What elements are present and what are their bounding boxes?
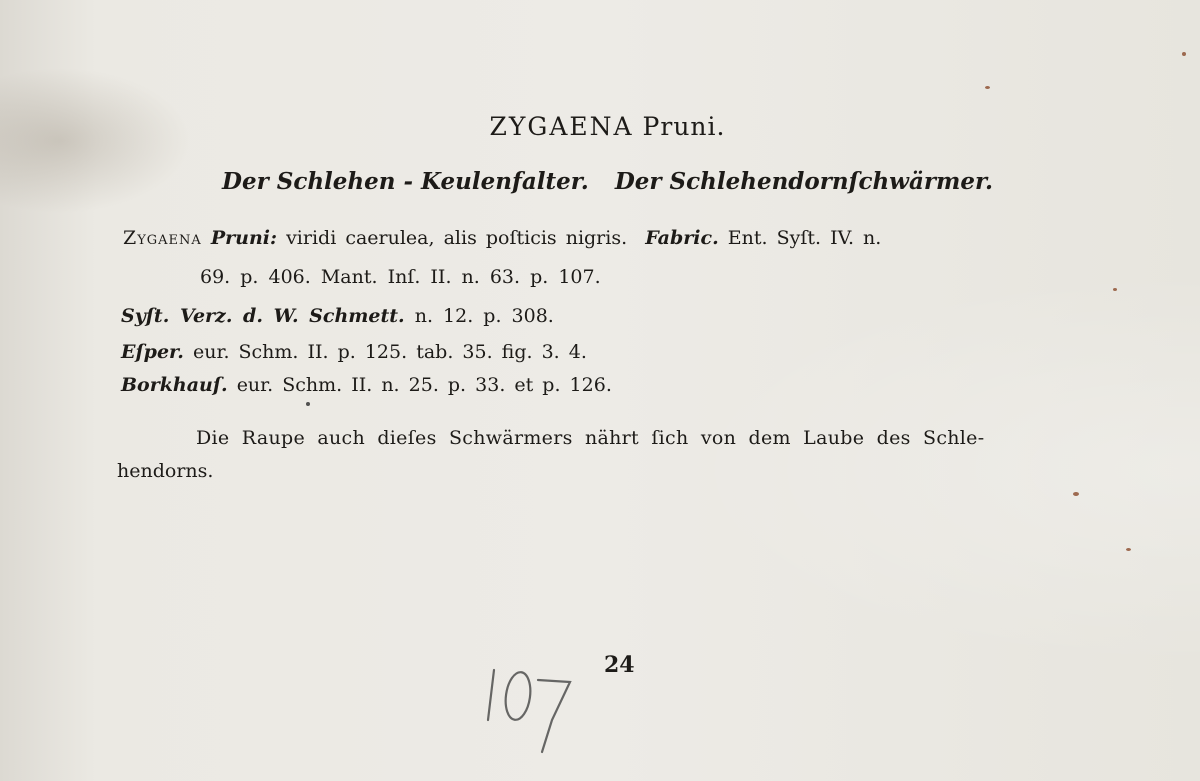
- reference-line-1: [123, 227, 881, 249]
- paper-speck: [1182, 52, 1186, 56]
- paper-speck: [1073, 492, 1079, 496]
- reference-line-2: 69. p. 406. Mant. Inſ. II. n. 63. p. 107.: [200, 266, 601, 288]
- reference-line-3: [121, 305, 554, 327]
- reference-line-4: [121, 341, 587, 363]
- ref-author-esper: Eſper.: [121, 341, 184, 363]
- page-number: 24: [604, 652, 635, 678]
- subtitle-common-name-2: Der Schlehendornſchwärmer.: [614, 168, 993, 195]
- paper-speck: [306, 402, 310, 406]
- ref-diagnosis: viridi caerulea, alis poſticis nigris.: [286, 227, 628, 249]
- page-subtitle: [0, 168, 1200, 195]
- ref-author-verz: Syſt. Verz. d. W. Schmett.: [121, 305, 405, 327]
- ref-cite-fabric: Ent. Syſt. IV. n.: [727, 227, 882, 249]
- ref-cite-esper: eur. Schm. II. p. 125. tab. 35. fig. 3. 4.: [192, 341, 587, 363]
- page-title: [0, 112, 1200, 141]
- paper-speck: [985, 86, 990, 89]
- ref-author-fabric: Fabric.: [645, 227, 719, 249]
- body-paragraph-line-2: hendorns.: [117, 460, 214, 482]
- reference-line-5: [121, 374, 612, 396]
- ref-species: Pruni:: [210, 227, 278, 249]
- subtitle-common-name-1: Der Schlehen - Keulenfalter.: [222, 168, 589, 195]
- title-species: Pruni.: [642, 112, 726, 141]
- paper-speck: [1113, 288, 1117, 291]
- paper-speck: [1126, 548, 1131, 551]
- ref-cite-borkhaus: eur. Schm. II. n. 25. p. 33. et p. 126.: [236, 374, 612, 396]
- ref-genus: Zygaena: [123, 227, 202, 249]
- ref-author-borkhaus: Borkhauſ.: [121, 374, 228, 396]
- ref-cite-verz: n. 12. p. 308.: [414, 305, 554, 327]
- handwritten-number-107: [482, 660, 592, 760]
- title-genus: ZYGAENA: [489, 112, 634, 141]
- body-paragraph-line-1: Die Raupe auch dieſes Schwärmers nährt ſich von dem Laube des Schle-: [196, 427, 985, 449]
